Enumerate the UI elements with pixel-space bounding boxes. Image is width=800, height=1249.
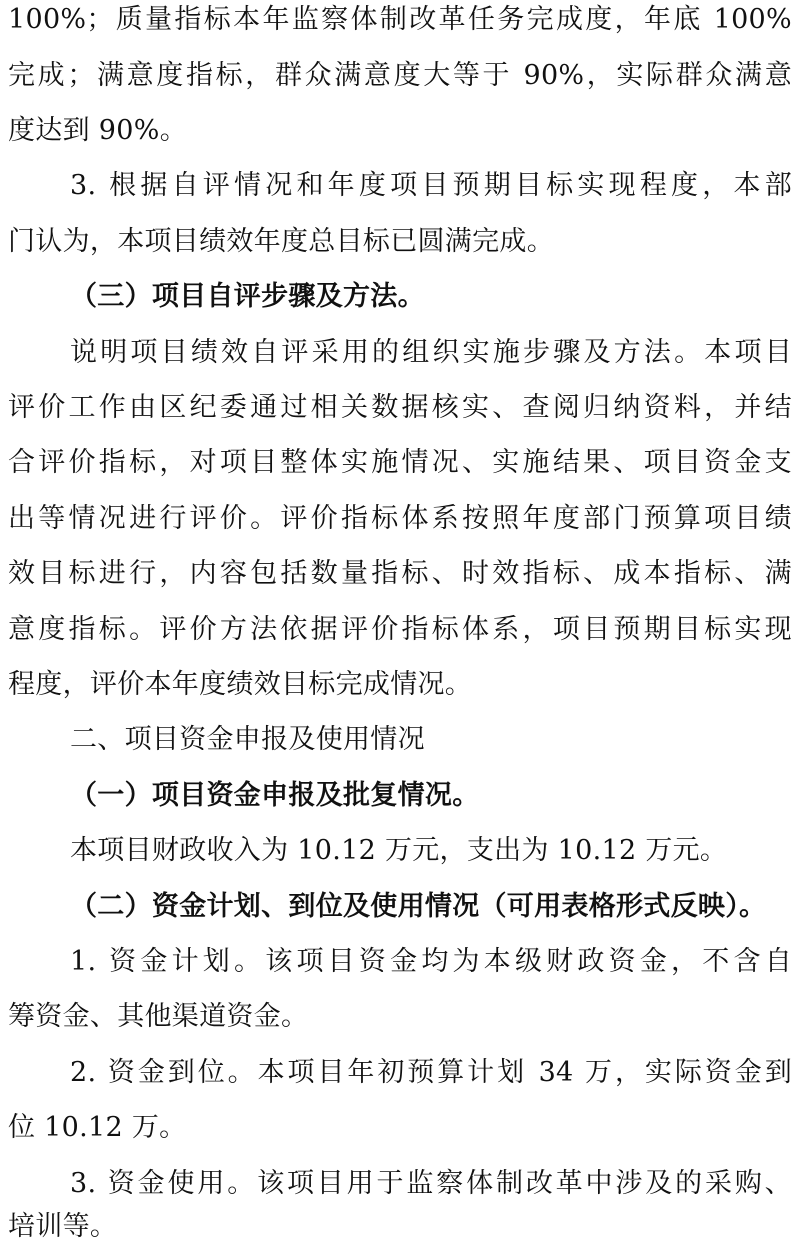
paragraph-line: 合评价指标，对项目整体实施情况、实施结果、项目资金支 [8,447,792,478]
paragraph-line: 程度，评价本年度绩效目标完成情况。 [8,669,473,700]
section-heading: （三）项目自评步骤及方法。 [70,281,425,312]
paragraph-line: 意度指标。评价方法依据评价指标体系，项目预期目标实现 [8,614,792,645]
paragraph-line: 说明项目绩效自评采用的组织实施步骤及方法。本项目 [70,337,792,368]
paragraph-line: 100%；质量指标本年监察体制改革任务完成度，年底 100% [8,4,792,35]
paragraph-line: 出等情况进行评价。评价指标体系按照年度部门预算项目绩 [8,503,792,534]
paragraph-line: 3. 资金使用。该项目用于监察体制改革中涉及的采购、 [70,1168,792,1199]
paragraph-line: 门认为，本项目绩效年度总目标已圆满完成。 [8,226,554,257]
paragraph-line: 培训等。 [8,1211,118,1242]
paragraph-line: 评价工作由区纪委通过相关数据核实、查阅归纳资料，并结 [8,392,792,423]
paragraph-line: 本项目财政收入为 10.12 万元，支出为 10.12 万元。 [70,835,728,866]
paragraph-line: 1. 资金计划。该项目资金均为本级财政资金，不含自 [70,946,792,977]
paragraph-line: 3. 根据自评情况和年度项目预期目标实现程度，本部 [70,170,792,201]
section-heading: （二）资金计划、到位及使用情况（可用表格形式反映）。 [70,891,767,922]
paragraph-line: 度达到 90%。 [8,115,187,146]
paragraph-line: 效目标进行，内容包括数量指标、时效指标、成本指标、满 [8,558,792,589]
paragraph-line: 完成；满意度指标，群众满意度大等于 90%，实际群众满意 [8,60,792,91]
paragraph-line: 筹资金、其他渠道资金。 [8,1001,309,1032]
section-heading: （一）项目资金申报及批复情况。 [70,780,480,811]
chapter-heading: 二、项目资金申报及使用情况 [70,724,425,755]
paragraph-line: 位 10.12 万。 [8,1112,187,1143]
paragraph-line: 2. 资金到位。本项目年初预算计划 34 万，实际资金到 [70,1057,792,1088]
